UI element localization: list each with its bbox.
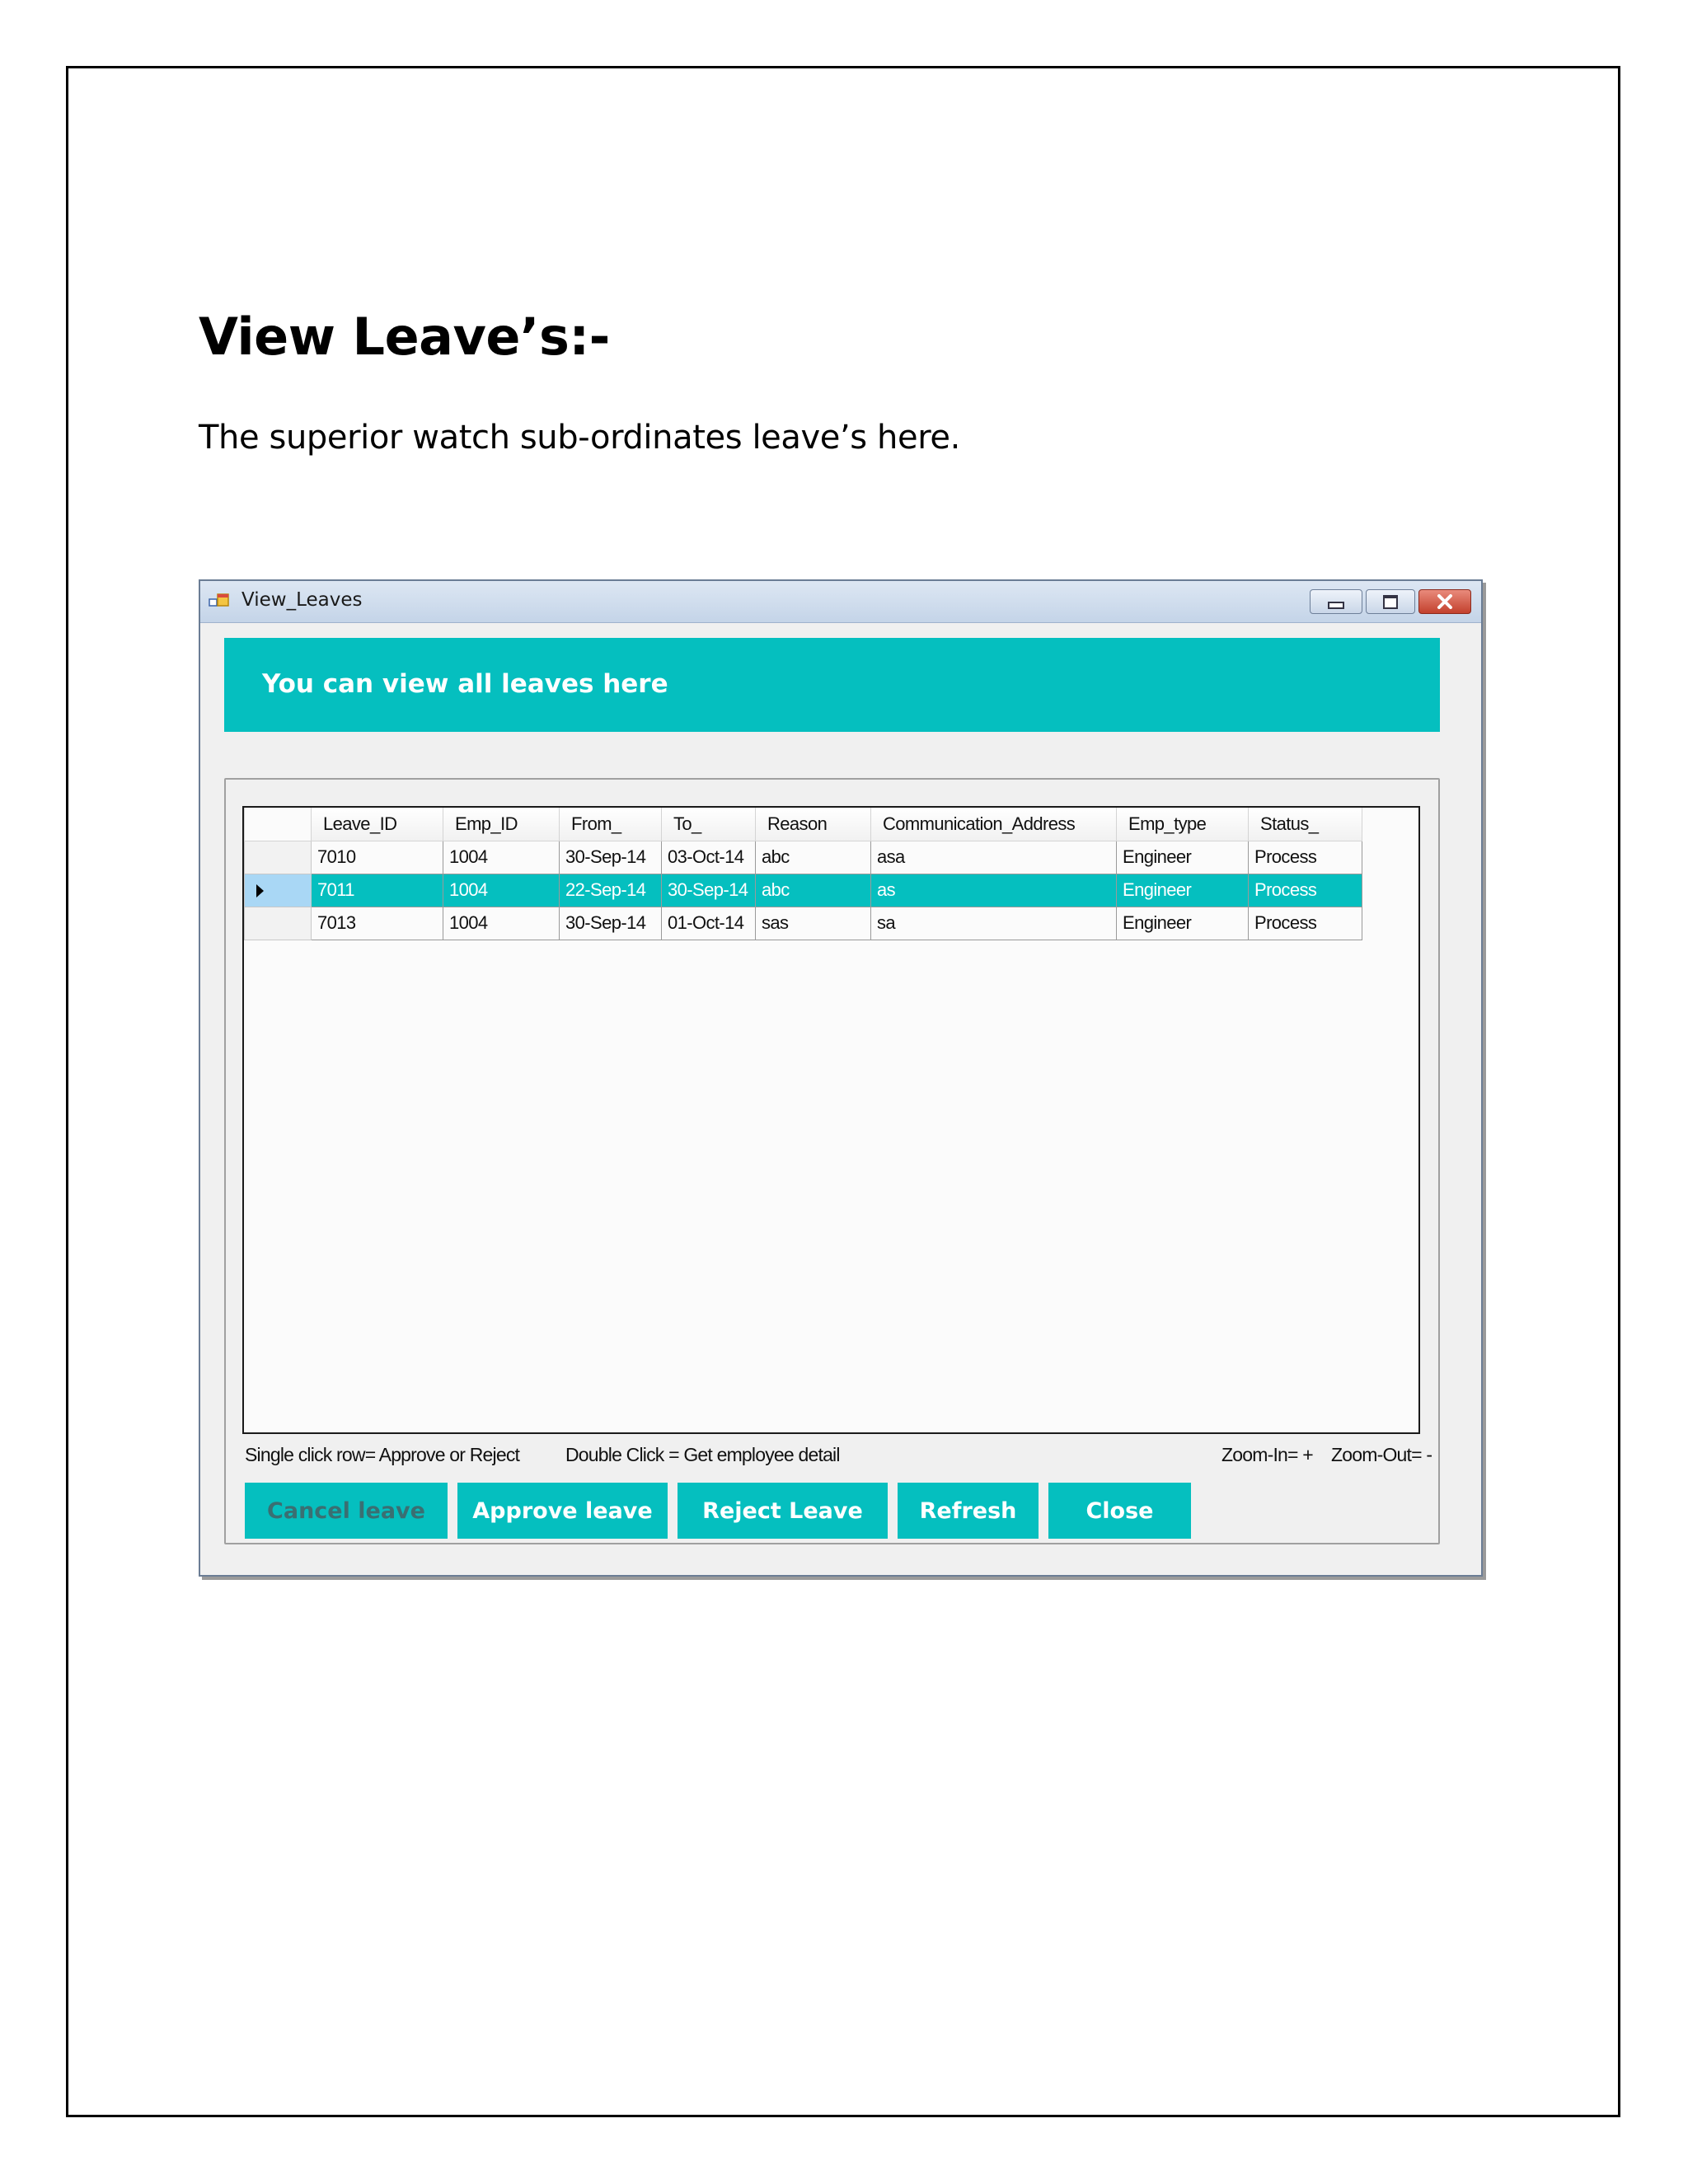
cell-to[interactable]: 01-Oct-14 (662, 907, 756, 940)
column-header-emp-type[interactable]: Emp_type (1117, 808, 1249, 841)
document-heading: View Leave’s:- (199, 307, 610, 367)
zoom-in-hint: Zoom-In= + (1221, 1444, 1313, 1465)
maximize-button[interactable] (1366, 589, 1415, 614)
cell-emp-id[interactable]: 1004 (443, 841, 560, 874)
zoom-out-hint: Zoom-Out= - (1331, 1444, 1432, 1465)
single-click-hint: Single click row= Approve or Reject (245, 1444, 520, 1465)
cell-leave-id[interactable]: 7010 (312, 841, 443, 874)
window-title: View_Leaves (241, 589, 363, 611)
column-header-status[interactable]: Status_ (1249, 808, 1362, 841)
close-icon (1436, 594, 1454, 609)
cell-leave-id[interactable]: 7013 (312, 907, 443, 940)
minimize-icon (1328, 602, 1344, 609)
current-row-arrow-icon (256, 884, 264, 898)
approve-leave-button[interactable]: Approve leave (457, 1483, 668, 1539)
cell-status[interactable]: Process (1249, 841, 1362, 874)
maximize-icon (1383, 595, 1398, 609)
cell-emp-id[interactable]: 1004 (443, 907, 560, 940)
cell-reason[interactable]: abc (756, 841, 871, 874)
cell-emp-type[interactable]: Engineer (1117, 874, 1249, 907)
document-description: The superior watch sub-ordinates leave’s here. (199, 419, 960, 457)
cell-emp-id[interactable]: 1004 (443, 874, 560, 907)
cancel-leave-button[interactable]: Cancel leave (245, 1483, 448, 1539)
leaves-data-grid[interactable] (242, 806, 1420, 1434)
column-header-from[interactable]: From_ (560, 808, 662, 841)
column-header-reason[interactable]: Reason (756, 808, 871, 841)
cell-to[interactable]: 03-Oct-14 (662, 841, 756, 874)
app-icon (209, 593, 230, 611)
refresh-button[interactable]: Refresh (898, 1483, 1039, 1539)
view-leaves-window (199, 579, 1483, 1577)
row-header[interactable] (245, 907, 312, 940)
column-header-communication-address[interactable]: Communication_Address (871, 808, 1117, 841)
cell-emp-type[interactable]: Engineer (1117, 841, 1249, 874)
table-row-selected[interactable] (245, 874, 1362, 907)
grid-corner-header (245, 808, 312, 841)
cell-from[interactable]: 30-Sep-14 (560, 841, 662, 874)
column-header-emp-id[interactable]: Emp_ID (443, 808, 560, 841)
cell-reason[interactable]: abc (756, 874, 871, 907)
reject-leave-button[interactable]: Reject Leave (678, 1483, 888, 1539)
cell-communication-address[interactable]: asa (871, 841, 1117, 874)
double-click-hint: Double Click = Get employee detail (565, 1444, 840, 1465)
info-banner (224, 638, 1440, 732)
table-row[interactable] (245, 907, 1362, 940)
column-header-to[interactable]: To_ (662, 808, 756, 841)
cell-status[interactable]: Process (1249, 907, 1362, 940)
cell-communication-address[interactable]: as (871, 874, 1117, 907)
cell-emp-type[interactable]: Engineer (1117, 907, 1249, 940)
cell-leave-id[interactable]: 7011 (312, 874, 443, 907)
cell-reason[interactable]: sas (756, 907, 871, 940)
leaves-table (244, 808, 1362, 940)
row-header[interactable] (245, 874, 312, 907)
cell-from[interactable]: 22-Sep-14 (560, 874, 662, 907)
cell-to[interactable]: 30-Sep-14 (662, 874, 756, 907)
minimize-button[interactable] (1310, 589, 1362, 614)
grid-header-row (245, 808, 1362, 841)
column-header-leave-id[interactable]: Leave_ID (312, 808, 443, 841)
cell-from[interactable]: 30-Sep-14 (560, 907, 662, 940)
close-button[interactable]: Close (1048, 1483, 1191, 1539)
cell-status[interactable]: Process (1249, 874, 1362, 907)
close-window-button[interactable] (1418, 589, 1471, 614)
window-titlebar[interactable] (200, 581, 1481, 623)
cell-communication-address[interactable]: sa (871, 907, 1117, 940)
table-row[interactable] (245, 841, 1362, 874)
row-header[interactable] (245, 841, 312, 874)
banner-text: You can view all leaves here (262, 669, 668, 699)
